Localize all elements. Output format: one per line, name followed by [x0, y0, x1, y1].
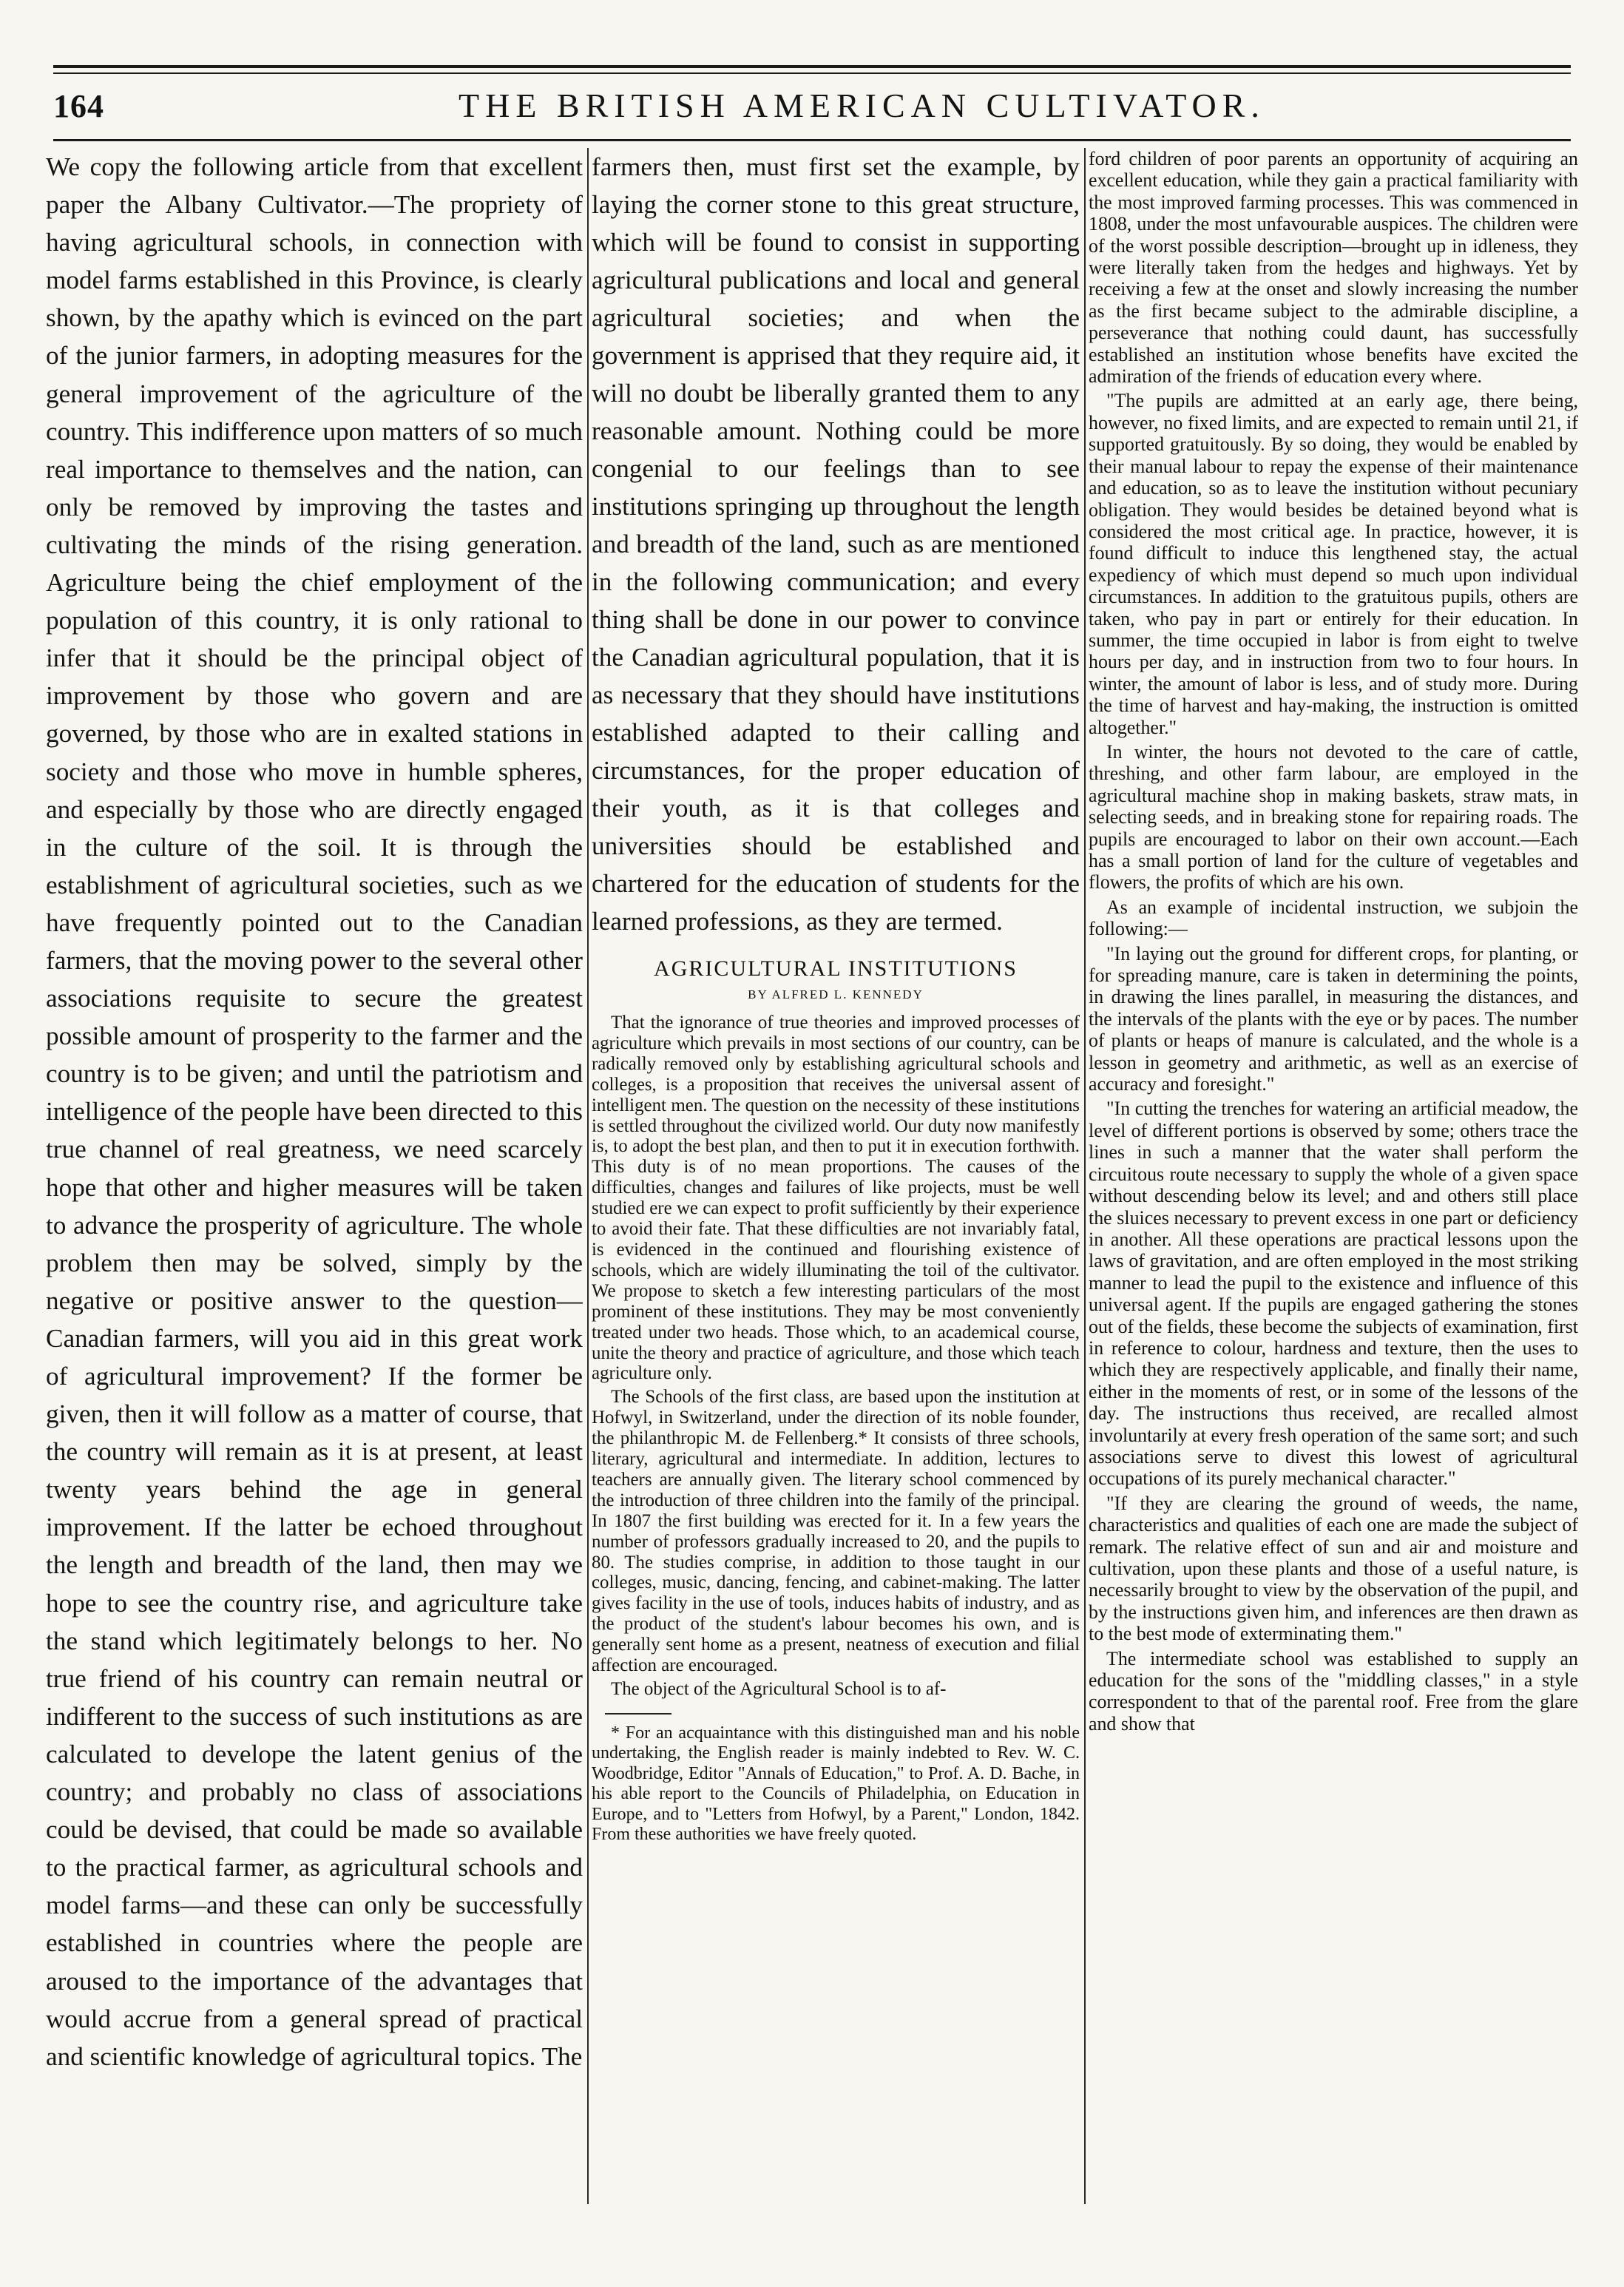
masthead-rule: [53, 139, 1571, 141]
article-paragraph: "If they are clearing the ground of weeds, the name, characteristics and qualities of each one are made the subject of remark. The relative effect of sun and air and moisture and cultivation, upon these plants and those of a useful nature, is necessarily brought to view by the observation of the pupil, and by the instructions given him, and inferences are then drawn as to the best mode of exterminating them.": [1089, 1492, 1578, 1645]
header-rule: [53, 65, 1571, 68]
editorial-text: We copy the following article from that excellent paper the Albany Cultivator.—The propriety of having agricultural schools, in connection with model farms established in this Province, is clearly shown, by the apathy which is evinced on the part of the junior farmers, in adopting measures for the general improvement of the agriculture of the country. This indifference upon matters of so much real importance to themselves and the nation, can only be removed by improving the tastes and cultivating the minds of the rising generation. Agriculture being the chief employment of the population of this country, it is only rational to infer that it should be the principal object of improvement by those who govern and are governed, by those who are in exalted stations in society and those who move in humble spheres, and especially by those who are directly engaged in the culture of the soil. It is through the establishment of agricultural societies, such as we have frequently pointed out to the Canadian farmers, that the moving power to the several other associations requisite to secure the greatest possible amount of prosperity to the farmer and the country is to be given; and until the patriotism and intelligence of the people have been directed to this true channel of real greatness, we need scarcely hope that other and higher measures will be taken to advance the prosperity of agriculture. The whole problem then may be solved, simply by the negative or positive answer to the question—Canadian farmers, will you aid in this great work of agricultural improvement? If the former be given, then it will follow as a matter of course, that the country will remain as it is at present, at least twenty years behind the age in general improvement. If the latter be echoed throughout the length and breadth of the land, then may we hope to see the country rise, and agriculture take the stand which legitimately belongs to her. No true friend of his country can remain neutral or indifferent to the success of such institutions as are calculated to develope the latent genius of the country; and probably no class of associations could be devised, that could be made so available to the practical farmer, as agricultural schools and model farms—and these can only be successfully established in countries where the people are aroused to the importance of the advantages that would accrue from a general spread of practical and scientific knowledge of agricultural topics. The: [46, 152, 583, 2071]
article-paragraph: In winter, the hours not devoted to the care of cattle, threshing, and other farm labour, are employed in the agricultural machine shop in making baskets, straw mats, in selecting seeds, and in breaking stone for repairing roads. The pupils are encouraged to labor on their own account.—Each has a small portion of land for the culture of vegetables and flowers, the profits of which are his own.: [1089, 740, 1578, 893]
article-paragraph: That the ignorance of true theories and improved processes of agriculture which prevails in most sections of our country, can be radically removed only by establishing agricultural schools and colleges, is a proposition that receives the universal assent of intelligent men. The question on the necessity of these institutions is settled throughout the civilized world. Our duty now manifestly is, to adopt the best plan, and then to put it in execution forthwith. This duty is of no mean proportions. The causes of the difficulties, changes and failures of like projects, must be well studied ere we can expect to profit sufficiently by their experience to avoid their fate. That these difficulties are not invariably fatal, is evidenced in the continued and flourishing existence of schools, which are widely illuminating the toil of the cultivator. We propose to sketch a few interesting particulars of the most prominent of these institutions. They may be most conveniently treated under two heads. Those which, to an academical course, unite the theory and practice of agriculture, and those which teach agriculture only.: [592, 1013, 1080, 1384]
column-divider: [587, 148, 589, 2204]
editorial-continuation: farmers then, must first set the example, by laying the corner stone to this great structure, which will be found to consist in supporting agricultural publications and local and general agricultural societies; and when the government is apprised that they require aid, it will no doubt be liberally granted them to any reasonable amount. Nothing could be more congenial to our feelings than to see institutions springing up throughout the length and breadth of the land, such as are mentioned in the following communication; and every thing shall be done in our power to convince the Canadian agricultural population, that it is as necessary that they should have institutions established adapted to their calling and circumstances, for the proper education of their youth, as it is that colleges and universities should be established and chartered for the education of students for the learned professions, as they are termed.: [592, 152, 1080, 936]
column-divider: [1084, 148, 1086, 2204]
article-paragraph: The object of the Agricultural School is to af-: [611, 1679, 947, 1699]
footnote: * For an acquaintance with this distinguished man and his noble undertaking, the English reader is mainly indebted to Rev. W. C. Woodbridge, Editor "Annals of Education," to Prof. A. D. Bache, in his able report to the Councils of Philadelphia, on Education in Europe, and to "Letters from Hofwyl, by a Parent," London, 1842. From these authorities we have freely quoted.: [592, 1723, 1080, 1844]
article-paragraph: The intermediate school was established to supply an education for the sons of the "middling classes," in a style correspondent to that of the parental roof. Free from the glare and show that: [1089, 1647, 1578, 1734]
column-1: [46, 148, 583, 2263]
article-paragraph: As an example of incidental instruction, we subjoin the following:—: [1089, 896, 1578, 940]
article-paragraph: ford children of poor parents an opportunity of acquiring an excellent education, while they gain a practical familiarity with the most improved farming processes. This was commenced in 1808, under the most unfavourable auspices. The children were of the worst possible description—brought up in idleness, they were literally taken from the hedges and highways. Yet by receiving a few at the onset and slowly increasing the number as the first became subject to the admirable discipline, a perseverance that nothing could daunt, has successfully established an institution whose benefits have excited the admiration of the friends of education every where.: [1089, 148, 1578, 388]
article-paragraph: "In cutting the trenches for watering an artificial meadow, the level of different portions is observed by some; others trace the lines in such a manner that the water shall perform the circuitous route necessary to supply the whole of a given space without descending below its level; and and others still place the sluices necessary to prevent excess in one part or deficiency in another. All these operations are practical lessons upon the laws of gravitation, and are often employed in the most striking manner to lead the pupil to the existence and influence of this universal agent. If the pupils are engaged gathering the stones out of the fields, these become the subjects of examination, first in reference to colour, hardness and texture, then the uses to which they are respectively applicable, and finally their name, either in the moments of rest, or in some of the lessons of the day. The instructions thus received, are recalled almost involuntarily at every fresh operation of the same sort; and such associations serve to divest this lowest of agricultural occupations of its purely mechanical character.": [1089, 1098, 1578, 1490]
article-paragraph: The Schools of the first class, are based upon the institution at Hofwyl, in Switzerland, under the direction of its noble founder, the philanthropic M. de Fellenberg.* It consists of three schools, literary, agricultural and intermediate. In addition, lectures to teachers are annually given. The literary school commenced by the introduction of three children into the family of the principal. In 1807 the first building was erected for it. In a few years the number of professors gradually increased to 20, and the pupils to 80. The studies comprise, in addition to those taught in our colleges, music, dancing, fencing, and cabinet-making. The latter gives facility in the use of tools, induces habits of industry, and as the product of the student's labour becomes his own, and is generally sent home as a present, neatness of execution and filial affection are encouraged.: [592, 1387, 1080, 1676]
footnote-rule: [605, 1713, 671, 1715]
column-2: [592, 148, 1080, 2263]
page-number: 164: [53, 88, 104, 124]
column-3: [1089, 148, 1578, 2263]
article-body: [592, 1013, 1080, 1700]
article-heading: AGRICULTURAL INSTITUTIONS: [654, 956, 1018, 981]
article-paragraph: "In laying out the ground for different crops, for planting, or for spreading manure, care is taken in determining the points, in drawing the lines parallel, in measuring the distances, and the intervals of the plants with the eye or by paces. The number of plants or heaps of manure is calculated, and the whole is a lesson in geometry and arithmetic, as well as an exercise of accuracy and foresight.": [1089, 942, 1578, 1095]
header-rule-thin: [53, 72, 1571, 74]
article-paragraph: "The pupils are admitted at an early age, there being, however, no fixed limits, and are expected to remain until 21, if supported gratuitously. By so doing, they would be enabled by their manual labour to repay the expense of their maintenance and education, so as to leave the institution without pecuniary obligation. They would besides be detained beyond what is considered the most critical age. In practice, however, it is found difficult to induce this lengthened stay, the actual expediency of which must depend so much upon individual circumstances. In addition to the gratuitous pupils, others are taken, who pay in part or entirely for their education. In summer, the time occupied in labor is from eight to twelve hours per day, and in instruction from two to four hours. In winter, the amount of labor is less, and of study more. During the time of harvest and hay-making, the instruction is omitted altogether.": [1089, 390, 1578, 738]
article-byline: BY ALFRED L. KENNEDY: [748, 987, 924, 1001]
page-title: THE BRITISH AMERICAN CULTIVATOR.: [459, 87, 1265, 124]
